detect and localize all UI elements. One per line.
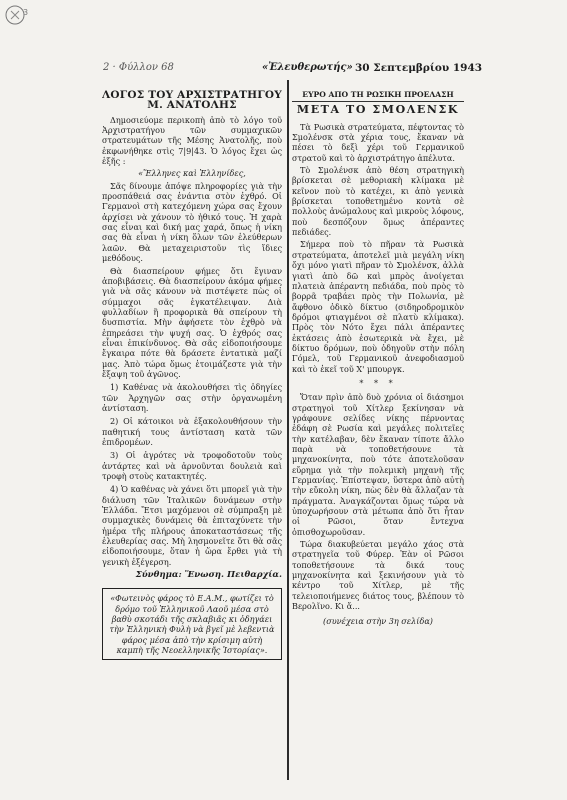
article-paragraph: Τὰ Ρωσικὰ στρατεύματα, πέφτοντας τὸ Σμολένσκ στὰ χέρια τους, ἔκαναν νὰ πέσει τὸ δεξὶ χέρι τοῦ Γερμανικοῦ στρατοῦ καὶ τὸ ἀρχιστράτηγο ἀπέλυτα. bbox=[292, 121, 464, 163]
left-article-title: ΛΟΓΟΣ ΤΟΥ ΑΡΧΙΣΤΡΑΤΗΓΟΥ Μ. ΑΝΑΤΟΛΗΣ bbox=[102, 89, 282, 112]
list-item: 3) Οἱ ἀγρότες νὰ τροφοδοτοῦν τοὺς ἀντάρτες καὶ νὰ ἀρνοῦνται δουλειὰ καὶ τροφὴ στοὺς κατακτητές. bbox=[102, 450, 282, 482]
newspaper-name: «Ἐλευθερωτής» bbox=[262, 62, 353, 73]
slogan: Σύνθημα: Ἕνωση. Πειθαρχία. bbox=[135, 570, 282, 581]
section-separator: * * * bbox=[359, 377, 397, 388]
list-item: 1) Καθένας νὰ ἀκολουθήσει τὶς ὁδηγίες τῶν Ἀρχηγῶν σας στὴν ὀργανωμένη ἀντίσταση. bbox=[102, 382, 282, 413]
svg-text:3: 3 bbox=[23, 8, 29, 17]
issue-date: 30 Σεπτεμβρίου 1943 bbox=[355, 62, 483, 74]
article-intro: Δημοσιεύομε περικοπὴ ἀπὸ τὸ λόγο τοῦ Ἀρχιστρατήγου τῶν συμμαχικῶν στρατευμάτων τῆς Μέσης Ἀνατολῆς, ποὺ ἐκφωνήθηκε στὶς 7|9|43. Ὁ λόγος ἔχει ὡς ἑξῆς : bbox=[102, 114, 282, 167]
article-paragraph: Θὰ διασπείρουν φήμες ὅτι ἔγιναν ἀποβιβάσεις. Θὰ διασπείρουν ἀκόμα φήμες γιὰ νὰ σᾶς κάνουν νὰ πιστέψετε πὼς οἱ σύμμαχοι σᾶς ἐγκατέλειψαν. Διὰ φυλλαδίων ἢ προφορικὰ θὰ σπείρουν τὴ δυσπιστία. Μὴν ἀφήσετε τὸν ἐχθρὸ νὰ ἐπηρεάσει τὴν ψυχή σας. Ὁ ἐχθρός σας εἶναι ἐπικίνδυνος. Θὰ σᾶς εἰδοποιήσουμε ἔγκαιρα πότε θὰ δράσετε ἐντατικὰ μαζί μας. Ἀπὸ τώρα ὅμως ἑτοιμάζεστε γιὰ τὴν ἔξαψη τοῦ ἀγῶνος. bbox=[102, 265, 282, 379]
list-item: 4) Ὁ καθένας νὰ χάνει ὅτι μπορεῖ γιὰ τὴν διάλυση τῶν Ἰταλικῶν δυνάμεων στὴν Ἑλλάδα. Ἔτσι μαχόμενοι σὲ σύμπραξη μὲ συμμαχικὲς δυνάμεις θὰ ἐπιταχύνετε τὴν ἡμέρα τῆς πλήρους ἀποκαταστάσεως τῆς ἐλευθερίας σας. Μὴ λησμονεῖτε ὅτι θὰ σᾶς εἰδοποιήσουμε, ὅταν ἡ ὥρα ἔρθει γιὰ τὴ γενικὴ ἐξέγερση. bbox=[102, 484, 282, 567]
left-column bbox=[102, 80, 282, 740]
article-paragraph: Τὸ Σμολένσκ ἀπὸ θέση στρατηγικὴ βρίσκεται σὲ μεθοριακὴ κλίμακα μὲ κεῖνον ποὺ τὸ κατέχει, κι ἀπὸ γενικὰ βρίσκεται τοποθετημένο κοντὰ σὲ πολλοὺς ἀνώμαλους καὶ μικροὺς λόφους, ποὺ δεσπόζουν ὅμως ἀπέραντες πεδιάδες. bbox=[292, 165, 464, 238]
right-article-kicker: ΕΥΡΟ ΑΠΟ ΤΗ ΡΩΣΙΚΗ ΠΡΟΕΛΑΣΗ bbox=[292, 90, 464, 102]
list-item: 2) Οἱ κάτοικοι νὰ ἐξακολουθήσουν τὴν παθητική τους ἀντίσταση κατὰ τῶν ἐπιδρομέων. bbox=[102, 416, 282, 447]
eam-quote-box: «Φωτεινὸς φάρος τὸ Ε.Α.Μ., φωτίζει τὸ δρόμο τοῦ Ἑλληνικοῦ Λαοῦ μέσα στὸ βαθὺ σκοτάδι τῆς σκλαβιᾶς κι ὁδηγάει τὴν Ἑλληνικὴ Φυλὴ νὰ βγεῖ μὲ λεβεντιὰ φάρος μέσα ἀπὸ τὴν κρίσιμη αὐτὴ καμπὴ τῆς Νεοελληνικῆς Ἱστορίας». bbox=[102, 588, 282, 660]
archive-stamp-icon bbox=[2, 2, 38, 30]
article-greeting: «Ἕλληνες καὶ Ἑλληνίδες, bbox=[138, 168, 246, 179]
article-paragraph: Σήμερα ποὺ τὸ πῆραν τὰ Ρωσικὰ στρατεύματα, ἀποτελεῖ μιὰ μεγάλη νίκη ὄχι μόνο γιατὶ πῆραν τὸ Σμολένσκ, ἀλλὰ γιατὶ ἀπὸ δῶ καὶ μπρὸς ἀνοίγεται πλατειὰ ἀπέραντη πεδιάδα, ποὺ πρὸς τὸ βορρᾶ τραβάει πρὸς τὴν Πολωνία, μὲ ἄφθονο ὁδικὸ δίκτυο (σιδηροδρομικὸν δρόμοι φτιαγμένοι σὲ πλατὺ κλίμακα). Πρὸς τὸν Νότο ἔχει πάλι ἀπέραντες ἐκτάσεις ἀπὸ ἐσωτερικὰ νὰ ἔχει, μὲ δίκτυο δρόμων, ποὺ ὁδηγοῦν στὴν πόλη Γόμελ, τοῦ Γερμανικοῦ ἀνεφοδιασμοῦ καὶ τὸ ἐκεῖ τοῦ Χ' μπουργκ. bbox=[292, 239, 464, 374]
article-paragraph: Ὅταν πρὶν ἀπὸ δυὸ χρόνια οἱ διάσημοι στρατηγοὶ τοῦ Χίτλερ ξεκίνησαν νὰ γράφουνε σελίδες νίκης πέρνοντας ἐδάφη σὲ Ρωσία καὶ μεγάλες πολιτεῖες τὴν κατέλαβαν, δὲν ἔκαναν τίποτε ἄλλο παρὰ νὰ τοποθετήσουνε τὰ μηχανοκίνητα, ποὺ τότε ἀποτελοῦσαν εὔρημα γιὰ τὴν πολεμικὴ μηχανὴ τῆς Γερμανίας. Ἐπίστεψαν, ὕστερα ἀπὸ αὐτὴ τὴν εὔκολη νίκη, πὼς δὲν θὰ ἄλλαζαν τὰ πράγματα. Ἀναγκάζονται ὅμως τώρα νὰ ὑποχωρήσουν στὰ μέτωπα ἀπὸ ὅτι ἦταν οἱ Ρῶσοι, ὅταν ἔντεχνα ὀπισθοχωροῦσαν. bbox=[292, 392, 464, 537]
right-article-title: ΜΕΤΑ ΤΟ ΣΜΟΛΕΝΣΚ bbox=[296, 103, 460, 117]
article-paragraph: Τώρα διακυβεύεται μεγάλο χάος στὰ στρατηγεῖα τοῦ Φύρερ. Ἐὰν οἱ Ρῶσοι τοποθετήσουνε τὰ δικά τους μηχανοκίνητα καὶ ξεκινήσουν γιὰ τὸ κέντρο τοῦ Χίτλερ, μὲ τῆς τελειοποιήμενες διάτος τους, βλέπουν τὸ Βερολῖνο. Κι ἄ... bbox=[292, 539, 464, 612]
right-column bbox=[292, 80, 464, 716]
page-header bbox=[103, 60, 483, 78]
column-divider bbox=[287, 80, 289, 780]
continuation-note: (συνέχεια στὴν 3η σελίδα) bbox=[323, 615, 433, 626]
article-paragraph: Σᾶς δίνουμε ἀπόψε πληροφορίες γιὰ τὴν προσπάθειά σας ἐνάντια στὸν ἐχθρό. Οἱ Γερμανοὶ στὴ κατεχόμενη χώρα σας ἔχουν ἀρχίσει νὰ χάνουν τὸ ἠθικό τους. Ἡ χαρὰ σας εἶναι καὶ δική μας χαρά, ὅπως ἡ νίκη σας θὰ εἶναι ἡ νίκη ὅλων τῶν ἐλεύθερων λαῶν. Θὰ μεταχειριστοῦν τὶς ἴδιες μεθόδους. bbox=[102, 180, 282, 264]
page-number: 2 · Φύλλον 68 bbox=[103, 62, 174, 73]
